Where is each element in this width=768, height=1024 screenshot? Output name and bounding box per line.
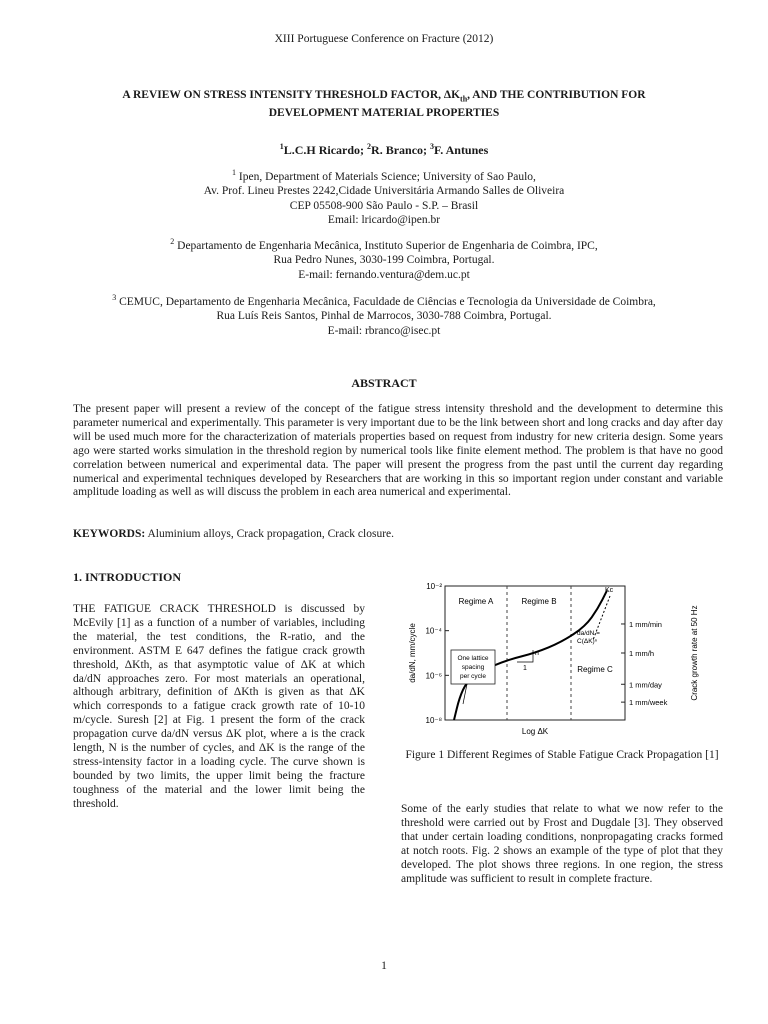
right-tick-label: 1 mm/day — [629, 680, 662, 690]
right-tick-label: 1 mm/h — [629, 649, 655, 658]
affiliation-2-line: Departamento de Engenharia Mecânica, Instituto Superior de Engenharia de Coimbra, IPC, — [177, 239, 598, 252]
x-axis-label: Log ΔK — [521, 727, 549, 736]
keywords — [73, 528, 723, 540]
right-tick-label: 1 mm/min — [629, 619, 662, 629]
title-line-2: DEVELOPMENT MATERIAL PROPERTIES — [268, 107, 500, 120]
y-tick-label: 10⁻⁴ — [425, 626, 442, 636]
regime-b-label: Regime B — [521, 597, 557, 606]
author-1: L.C.H Ricardo; — [283, 143, 368, 157]
keywords-list: Aluminium alloys, Crack propagation, Crack closure. — [145, 528, 394, 540]
right-axis-label: Crack growth rate at 50 Hz — [690, 605, 699, 701]
affiliation-3 — [0, 291, 768, 338]
affiliation-1-line: Av. Prof. Lineu Prestes 2242,Cidade Universitária Armando Salles de Oliveira — [203, 185, 565, 198]
affiliation-3-email: E-mail: rbranco@isec.pt — [327, 324, 441, 337]
paper-title — [80, 88, 688, 120]
affiliation-1-line: CEP 05508-900 São Paulo - S.P. – Brasil — [289, 199, 479, 212]
y-tick-label: 10⁻² — [426, 582, 442, 591]
keywords-label: KEYWORDS: — [73, 528, 146, 540]
title-subscript: th — [460, 94, 468, 104]
affiliation-1-index: 1 — [232, 168, 237, 177]
affiliation-1-email: Email: lricardo@ipen.br — [327, 214, 441, 227]
lattice-label-3: per cycle — [459, 673, 487, 680]
slope-run-label: 1 — [523, 665, 527, 672]
abstract-heading: ABSTRACT — [351, 376, 417, 390]
title-part-2: , AND THE CONTRIBUTION FOR — [467, 89, 646, 101]
paris-law-label-2: C(ΔK)ⁿ — [577, 638, 598, 645]
affiliation-2 — [0, 235, 768, 282]
affiliation-1 — [0, 166, 768, 228]
y-axis-label: da/dN, mm/cycle — [408, 623, 417, 683]
right-tick-label: 1 mm/week — [629, 698, 668, 708]
author-2: R. Branco; — [371, 143, 431, 157]
affiliation-1-line: Ipen, Department of Materials Science; University of Sao Paulo, — [238, 170, 536, 183]
crack-growth-chart — [405, 580, 705, 740]
author-list — [0, 142, 768, 158]
author-1-index: 1 — [279, 142, 284, 151]
author-3: F. Antunes — [434, 143, 489, 157]
intro-paragraph: THE FATIGUE CRACK THRESHOLD is discussed by McEvily [1] as a function of a number of variables, including the material, the test conditions, the R-ratio, and the environment. ASTM E 647 defines the fatigue crack growth threshold, ΔKth, as that asymptotic value of ΔK at which da/dN approaches zero. For most materials an operational, although arbitrary, definition of ΔKth is given as that ΔK which corresponds to a fatigue crack growth rate of 10-10 m/cycle. Suresh [2] at Fig. 1 present the form of the crack propagation curve da/dN versus ΔK plot, where a is the crack length, N is the number of cycles, and ΔK is the range of the stress-intensity factor in a loading cycle. The curve shown is bounded by two limits, the upper limit being the fracture toughness of the material and the lower limit being the threshold. — [73, 603, 365, 810]
kc-label: Kᴄ — [605, 587, 614, 594]
slope-n-label: n — [535, 650, 539, 657]
affiliation-3-line: Rua Luís Reis Santos, Pinhal de Marrocos, 3030-788 Coimbra, Portugal. — [216, 310, 552, 323]
affiliation-3-line: CEMUC, Departamento de Engenharia Mecânica, Faculdade de Ciências e Tecnologia da Universidade de Coimbra, — [119, 295, 656, 308]
affiliation-2-line: Rua Pedro Nunes, 3030-199 Coimbra, Portugal. — [273, 254, 495, 267]
regime-c-label: Regime C — [577, 665, 613, 674]
lattice-label-1: One lattice — [457, 655, 489, 662]
y-tick-label: 10⁻⁸ — [425, 716, 442, 725]
paris-law-label-1: da/dN = — [577, 630, 600, 637]
affiliation-2-email: E-mail: fernando.ventura@dem.uc.pt — [298, 268, 470, 281]
y-tick-label: 10⁻⁶ — [425, 671, 442, 681]
author-3-index: 3 — [430, 142, 435, 151]
regime-a-label: Regime A — [458, 597, 494, 606]
abstract-body: The present paper will present a review of the concept of the fatigue stress intensity threshold and the development to determine this parameter numerical and experimentally. This parameter is very important due to be the link between short and long cracks and day after day will be used much more for the characterization of materials properties based on request from industry for new criteria design. Some years ago were started works simulation in the threshold region by numerical tools like finite element method. The problem is that have no good correlation between numerical and experimental data. The paper will present the progress from the past until the current day regarding numerical and experimental techniques developed by Researchers that are working in this so important region under constant and variable amplitude loading as well as will discuss the problem in each area numerical and experimental. — [73, 403, 723, 499]
author-2-index: 2 — [367, 142, 372, 151]
lattice-label-2: spacing — [461, 664, 485, 671]
right-paragraph: Some of the early studies that relate to what we now refer to the threshold were carried out by Frost and Dugdale [3]. They observed that under certain loading conditions, nonpropagating cracks formed at notch roots. Fig. 2 shows an example of the type of plot that they developed. The plot shows three regions. In one region, the stress amplitude was sufficient to result in complete fracture. — [401, 803, 723, 885]
page-number: 1 — [381, 960, 387, 972]
figure-caption: Figure 1 Different Regimes of Stable Fatigue Crack Propagation [1] — [405, 749, 719, 761]
title-part-1: A REVIEW ON STRESS INTENSITY THRESHOLD FACTOR, ΔK — [122, 89, 461, 101]
section-heading: 1. INTRODUCTION — [73, 570, 182, 584]
running-header: XIII Portuguese Conference on Fracture (2012) — [274, 33, 494, 45]
affiliation-2-index: 2 — [170, 237, 175, 246]
affiliation-3-index: 3 — [112, 293, 117, 302]
